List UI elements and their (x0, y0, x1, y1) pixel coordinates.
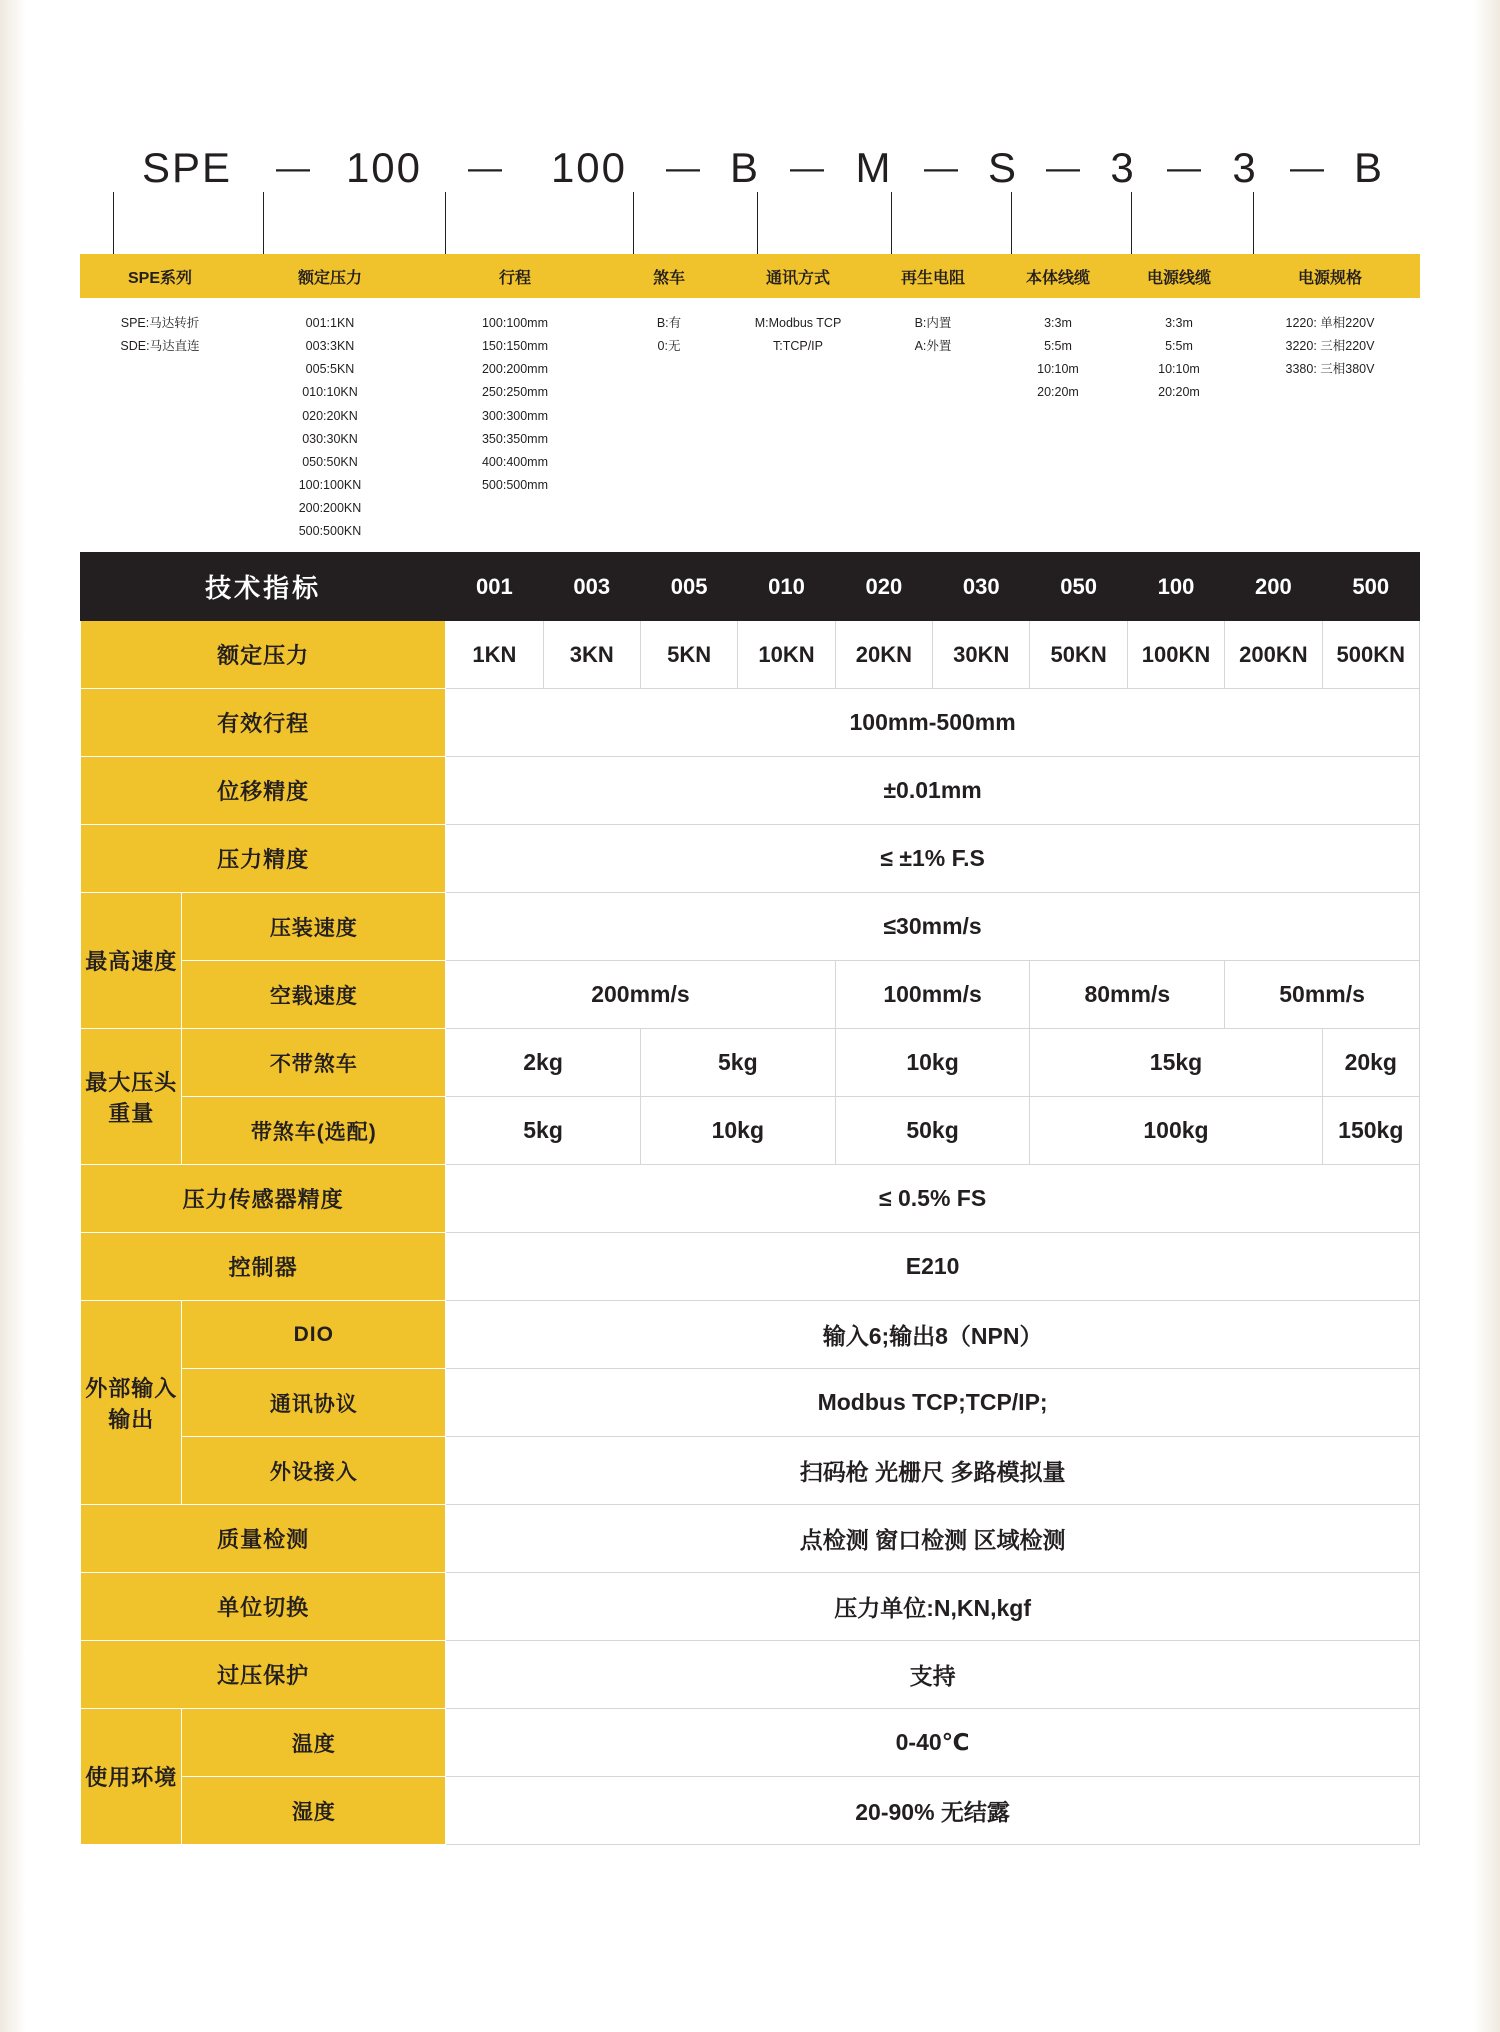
legend-option: 20:20m (1037, 385, 1079, 400)
legend-option: 1220: 单相220V (1285, 316, 1375, 330)
cell-with-brake-1: 5kg (446, 1097, 641, 1165)
legend-option: 250:250mm (481, 385, 548, 400)
row-label-overpressure-protection: 过压保护 (81, 1641, 446, 1709)
legend-option: A:外置 (914, 339, 952, 354)
model-code-100: 100 (1127, 553, 1224, 621)
legend-col-series (80, 312, 240, 543)
tick-line (633, 192, 634, 254)
code-dash: — (924, 149, 958, 187)
table-row (81, 1097, 1420, 1165)
legend-col-brake (610, 312, 728, 543)
cell-without-brake-4: 15kg (1030, 1029, 1322, 1097)
cell-idle-speed-3: 80mm/s (1030, 961, 1225, 1029)
model-code-020: 020 (835, 553, 932, 621)
table-row (81, 621, 1420, 689)
tick-line (1253, 192, 1254, 254)
legend-header-stroke: 行程 (498, 269, 531, 287)
table-row (81, 1505, 1420, 1573)
table-row (81, 1777, 1420, 1845)
code-segment-power-spec: B (1353, 144, 1384, 191)
specification-table (80, 552, 1420, 1845)
model-code-500: 500 (1322, 553, 1419, 621)
spec-title: 技术指标 (81, 553, 446, 621)
cell-without-brake-3: 10kg (835, 1029, 1030, 1097)
cell-sensor-accuracy: ≤ 0.5% FS (446, 1165, 1420, 1233)
legend-header-series: SPE系列 (127, 269, 193, 287)
code-segment-power-cable: 3 (1232, 144, 1258, 191)
row-label-idle-speed: 空载速度 (182, 961, 446, 1029)
legend-option: B:有 (656, 316, 682, 330)
tick-line (1011, 192, 1012, 254)
cell-rated-pressure-020: 20KN (835, 621, 932, 689)
row-label-environment: 使用环境 (81, 1709, 182, 1845)
cell-temperature: 0-40℃ (446, 1709, 1420, 1777)
code-segment-comm: M (855, 144, 893, 191)
tick-line (113, 192, 114, 254)
legend-header-bar (80, 254, 1420, 298)
row-label-rated-pressure: 额定压力 (81, 621, 446, 689)
cell-rated-pressure-100: 100KN (1127, 621, 1224, 689)
legend-col-resistor (868, 312, 998, 543)
table-row (81, 1301, 1420, 1369)
tick-line (1131, 192, 1132, 254)
legend-option: 3220: 三相220V (1285, 339, 1375, 354)
row-label-peripheral: 外设接入 (182, 1437, 446, 1505)
legend-option: B:内置 (914, 316, 952, 330)
table-row (81, 1029, 1420, 1097)
cell-unit-switch: 压力单位:N,KN,kgf (446, 1573, 1420, 1641)
page-edge-shadow-left (0, 0, 26, 2032)
cell-rated-pressure-010: 10KN (738, 621, 835, 689)
model-code-050: 050 (1030, 553, 1127, 621)
legend-header-power-cable: 电源线缆 (1146, 269, 1211, 287)
cell-rated-pressure-500: 500KN (1322, 621, 1419, 689)
legend-col-stroke (420, 312, 610, 543)
table-row (81, 1641, 1420, 1709)
legend-option: T:TCP/IP (772, 339, 823, 354)
table-row (81, 1369, 1420, 1437)
tick-line (891, 192, 892, 254)
code-dash: — (1046, 149, 1080, 187)
cell-protocol: Modbus TCP;TCP/IP; (446, 1369, 1420, 1437)
row-label-press-speed: 压装速度 (182, 893, 446, 961)
cell-rated-pressure-030: 30KN (933, 621, 1030, 689)
row-label-protocol: 通讯协议 (182, 1369, 446, 1437)
legend-option: 500:500KN (298, 524, 362, 539)
legend-option: 100:100mm (481, 316, 548, 330)
legend-option: 400:400mm (481, 454, 548, 469)
cell-with-brake-2: 10kg (640, 1097, 835, 1165)
code-segment-stroke: 100 (550, 144, 628, 191)
row-label-effective-stroke: 有效行程 (81, 689, 446, 757)
legend-option: 10:10m (1037, 362, 1079, 377)
cell-effective-stroke: 100mm-500mm (446, 689, 1420, 757)
cell-with-brake-4: 100kg (1030, 1097, 1322, 1165)
row-label-without-brake: 不带煞车 (182, 1029, 446, 1097)
model-code-200: 200 (1225, 553, 1322, 621)
legend-option: 350:350mm (481, 431, 548, 446)
table-row (81, 961, 1420, 1029)
cell-rated-pressure-005: 5KN (640, 621, 737, 689)
legend-header-brake: 煞车 (652, 269, 685, 287)
cell-displacement-accuracy: ±0.01mm (446, 757, 1420, 825)
cell-with-brake-5: 150kg (1322, 1097, 1419, 1165)
legend-header-resistor: 再生电阻 (900, 269, 965, 287)
model-code-tick-lines (80, 192, 1420, 254)
table-row (81, 893, 1420, 961)
cell-humidity: 20-90% 无结露 (446, 1777, 1420, 1845)
legend-header-power-spec: 电源规格 (1297, 269, 1362, 287)
row-label-external-io: 外部输入输出 (81, 1301, 182, 1505)
cell-idle-speed-4: 50mm/s (1225, 961, 1420, 1029)
cell-idle-speed-1: 200mm/s (446, 961, 836, 1029)
row-label-max-speed: 最高速度 (81, 893, 182, 1029)
code-dash: — (276, 149, 310, 187)
model-code-001: 001 (446, 553, 543, 621)
legend-col-body-cable (998, 312, 1118, 543)
cell-rated-pressure-050: 50KN (1030, 621, 1127, 689)
legend-col-pressure (240, 312, 420, 543)
code-dash: — (468, 149, 502, 187)
cell-without-brake-5: 20kg (1322, 1029, 1419, 1097)
legend-option: 200:200KN (298, 501, 362, 515)
code-segment-pressure: 100 (345, 144, 423, 191)
legend-option: 3:3m (1165, 316, 1193, 330)
legend-option: 5:5m (1044, 339, 1072, 354)
legend-option: 003:3KN (305, 339, 355, 354)
cell-rated-pressure-001: 1KN (446, 621, 543, 689)
tick-line (445, 192, 446, 254)
legend-option: 300:300mm (481, 408, 548, 423)
row-label-temperature: 温度 (182, 1709, 446, 1777)
cell-pressure-accuracy: ≤ ±1% F.S (446, 825, 1420, 893)
model-code-010: 010 (738, 553, 835, 621)
table-row (81, 1709, 1420, 1777)
cell-dio: 输入6;输出8（NPN） (446, 1301, 1420, 1369)
legend-option: 20:20m (1158, 385, 1200, 400)
legend-header-comm: 通讯方式 (765, 269, 830, 287)
table-row (81, 1233, 1420, 1301)
row-label-pressure-accuracy: 压力精度 (81, 825, 446, 893)
table-row (81, 1165, 1420, 1233)
page-edge-shadow-right (1474, 0, 1500, 2032)
cell-without-brake-2: 5kg (640, 1029, 835, 1097)
table-row (81, 825, 1420, 893)
row-label-displacement-accuracy: 位移精度 (81, 757, 446, 825)
code-dash: — (1167, 149, 1201, 187)
legend-option: 200:200mm (481, 362, 548, 377)
table-row (81, 1437, 1420, 1505)
table-header-row (81, 553, 1420, 621)
legend-option: 5:5m (1165, 339, 1193, 354)
table-row (81, 689, 1420, 757)
code-dash: — (666, 149, 700, 187)
cell-with-brake-3: 50kg (835, 1097, 1030, 1165)
model-code-005: 005 (640, 553, 737, 621)
cell-quality-detection: 点检测 窗口检测 区域检测 (446, 1505, 1420, 1573)
tick-line (263, 192, 264, 254)
model-code-003: 003 (543, 553, 640, 621)
legend-col-power-spec (1240, 312, 1420, 543)
legend-option: 020:20KN (302, 408, 358, 423)
code-segment-body-cable: 3 (1110, 144, 1136, 191)
legend-option: 150:150mm (481, 339, 548, 354)
cell-press-speed: ≤30mm/s (446, 893, 1420, 961)
code-segment-brake: B (729, 144, 760, 191)
legend-option: SDE:马达直连 (120, 339, 200, 354)
legend-option: M:Modbus TCP (754, 316, 842, 330)
legend-block (80, 254, 1420, 543)
legend-option: 010:10KN (302, 385, 358, 400)
legend-option: 030:30KN (302, 431, 358, 446)
legend-col-power-cable (1118, 312, 1240, 543)
row-label-max-head-weight: 最大压头重量 (81, 1029, 182, 1165)
legend-header-body-cable: 本体线缆 (1025, 269, 1090, 287)
legend-option: 0:无 (657, 339, 681, 354)
row-label-controller: 控制器 (81, 1233, 446, 1301)
row-label-sensor-accuracy: 压力传感器精度 (81, 1165, 446, 1233)
cell-overpressure-protection: 支持 (446, 1641, 1420, 1709)
legend-header-pressure: 额定压力 (297, 269, 362, 287)
row-label-dio: DIO (182, 1301, 446, 1369)
code-segment-series: SPE (141, 144, 233, 191)
cell-peripheral: 扫码枪 光栅尺 多路模拟量 (446, 1437, 1420, 1505)
model-code-builder (80, 130, 1420, 192)
legend-option: 3:3m (1044, 316, 1072, 330)
legend-option: 050:50KN (302, 454, 358, 469)
cell-rated-pressure-200: 200KN (1225, 621, 1322, 689)
row-label-with-brake: 带煞车(选配) (182, 1097, 446, 1165)
legend-option: 005:5KN (305, 362, 355, 377)
row-label-unit-switch: 单位切换 (81, 1573, 446, 1641)
model-code-row (80, 130, 1420, 192)
row-label-humidity: 湿度 (182, 1777, 446, 1845)
cell-rated-pressure-003: 3KN (543, 621, 640, 689)
cell-idle-speed-2: 100mm/s (835, 961, 1030, 1029)
legend-option: 100:100KN (298, 477, 362, 492)
code-dash: — (1290, 149, 1324, 187)
tick-line (757, 192, 758, 254)
legend-option: 500:500mm (481, 477, 548, 492)
legend-option: 3380: 三相380V (1285, 362, 1375, 377)
code-dash: — (790, 149, 824, 187)
model-code-030: 030 (933, 553, 1030, 621)
row-label-quality-detection: 质量检测 (81, 1505, 446, 1573)
legend-options-body (80, 298, 1420, 543)
legend-option: 001:1KN (305, 316, 355, 330)
cell-controller: E210 (446, 1233, 1420, 1301)
legend-option: SPE:马达转折 (120, 316, 200, 330)
legend-option: 10:10m (1158, 362, 1200, 377)
table-row (81, 1573, 1420, 1641)
cell-without-brake-1: 2kg (446, 1029, 641, 1097)
table-row (81, 757, 1420, 825)
legend-col-comm (728, 312, 868, 543)
code-segment-resistor: S (987, 144, 1018, 191)
